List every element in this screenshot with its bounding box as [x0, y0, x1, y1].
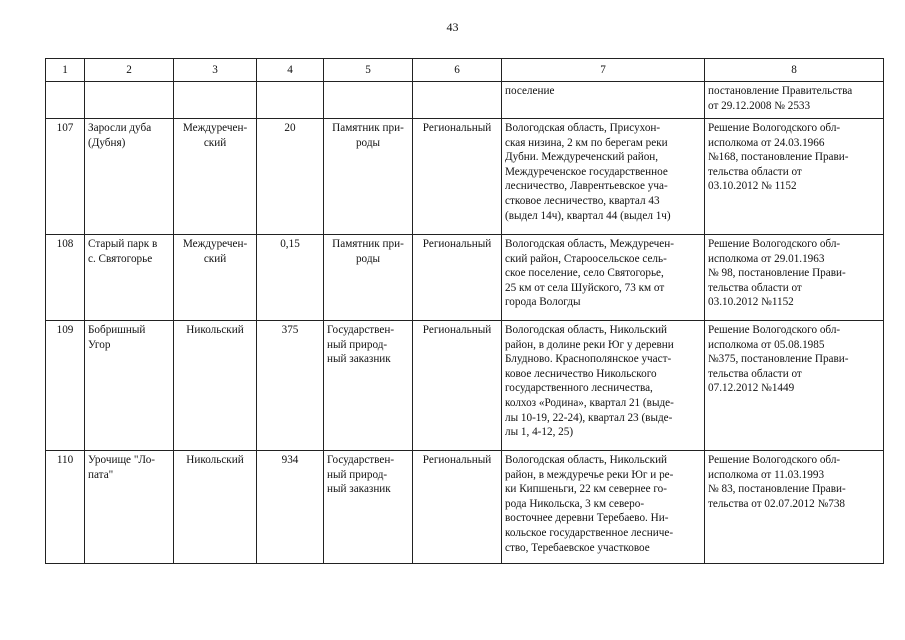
name-line: Бобришный [88, 324, 146, 336]
document-line: Решение Вологодского обл- [708, 324, 841, 336]
location-line: Дубни. Междуреченский район, [505, 151, 659, 164]
location-line: район, в междуречье реки Юг и ре- [505, 468, 674, 481]
location-line: лесничество, Лаврентьевское уча- [505, 180, 668, 193]
location-line: восточнее деревни Теребаево. Ни- [505, 512, 669, 525]
district-line: Никольский [186, 324, 244, 336]
table-row [46, 321, 884, 451]
location-line: ский район, Староосельское сель- [505, 252, 667, 265]
category [324, 451, 413, 564]
area: 20 [257, 119, 324, 235]
column-number-1: 1 [46, 59, 85, 82]
significance: Региональный [413, 321, 502, 451]
district-line: Никольский [186, 454, 244, 466]
cont-document-line: постановление Правительства [708, 85, 853, 97]
location-line: (выдел 14ч), квартал 44 (выдел 1ч) [505, 209, 671, 222]
district-line: Междуречен- [182, 238, 248, 250]
document-line: Решение Вологодского обл- [708, 122, 841, 134]
document-line: Решение Вологодского обл- [708, 238, 841, 250]
location-line: Блудново. Краснополянское участ- [505, 353, 672, 366]
document-line: Решение Вологодского обл- [708, 454, 841, 466]
document-line: № 98, постановление Прави- [708, 267, 846, 280]
document-line: 03.10.2012 № 1152 [708, 180, 797, 193]
location-line: кольское государственное лесниче- [505, 526, 674, 539]
cont-cell-6 [413, 82, 502, 119]
continuation-row [46, 82, 884, 119]
document-line: исполкома от 11.03.1993 [708, 468, 825, 481]
column-number-4: 4 [257, 59, 324, 82]
row-number: 108 [46, 235, 85, 321]
document-line: тельства области от [708, 165, 802, 178]
column-number-8: 8 [705, 59, 884, 82]
name-line: с. Святогорье [88, 252, 153, 265]
protected-areas-table [45, 58, 884, 564]
location-line: ки Кипшеньги, 22 км севернее го- [505, 483, 667, 496]
cont-cell-2 [85, 82, 174, 119]
district [174, 235, 257, 321]
document-line: 07.12.2012 №1449 [708, 382, 795, 395]
category-line: ный заказник [327, 353, 391, 366]
table-row [46, 451, 884, 564]
document-line: 03.10.2012 №1152 [708, 296, 794, 309]
area: 934 [257, 451, 324, 564]
document-line: № 83, постановление Прави- [708, 483, 846, 496]
district [174, 321, 257, 451]
location [502, 235, 705, 321]
location-line: ская низина, 2 км по берегам реки [505, 136, 668, 149]
location [502, 119, 705, 235]
cont-location-line: поселение [505, 85, 555, 97]
category [324, 321, 413, 451]
category-line: Государствен- [327, 454, 395, 466]
location-line: ство, Теребаевское участковое [505, 541, 650, 554]
category-line: Памятник при- [332, 238, 404, 250]
column-number-2: 2 [85, 59, 174, 82]
district [174, 451, 257, 564]
category-line: роды [355, 136, 381, 149]
column-number-7: 7 [502, 59, 705, 82]
row-number: 109 [46, 321, 85, 451]
location-line: стковое лесничество, квартал 43 [505, 194, 660, 207]
column-number-5: 5 [324, 59, 413, 82]
cont-cell-3 [174, 82, 257, 119]
cont-location-cell [502, 82, 705, 119]
location-line: Междуреченское государственное [505, 165, 668, 178]
document [705, 119, 884, 235]
category [324, 119, 413, 235]
cont-cell-1 [46, 82, 85, 119]
category-line: Памятник при- [332, 122, 404, 134]
category-line: роды [355, 252, 381, 265]
location-line: 25 км от села Шуйского, 73 км от [505, 281, 665, 294]
area: 0,15 [257, 235, 324, 321]
name-line: (Дубня) [88, 136, 126, 149]
row-number: 110 [46, 451, 85, 564]
location-line: ское поселение, село Святогорье, [505, 267, 664, 280]
location [502, 321, 705, 451]
object-name [85, 451, 174, 564]
location-line: Вологодская область, Никольский [505, 324, 668, 336]
document-line: №168, постановление Прави- [708, 151, 849, 164]
location-line: Вологодская область, Междуречен- [505, 238, 674, 250]
name-line: Старый парк в [88, 238, 158, 250]
location-line: район, в долине реки Юг у деревни [505, 338, 674, 351]
name-line: пата" [88, 468, 114, 481]
district [174, 119, 257, 235]
column-number-row [46, 59, 884, 82]
column-number-6: 6 [413, 59, 502, 82]
location-line: лы 10-19, 22-24), квартал 23 (выде- [505, 411, 673, 424]
row-number: 107 [46, 119, 85, 235]
table-row [46, 235, 884, 321]
table-row [46, 119, 884, 235]
document-line: исполкома от 24.03.1966 [708, 136, 825, 149]
significance: Региональный [413, 451, 502, 564]
district-line: ский [203, 136, 227, 149]
page-number: 43 [446, 20, 459, 34]
district-line: ский [203, 252, 227, 265]
location [502, 451, 705, 564]
document-line: тельства от 02.07.2012 №738 [708, 497, 846, 510]
document-line: тельства области от [708, 281, 802, 294]
category [324, 235, 413, 321]
document-line: исполкома от 05.08.1985 [708, 338, 825, 351]
name-line: Заросли дуба [88, 122, 152, 134]
category-line: Государствен- [327, 324, 395, 336]
category-line: ный природ- [327, 468, 388, 481]
significance: Региональный [413, 235, 502, 321]
location-line: города Вологды [505, 296, 581, 309]
name-line: Урочище "Ло- [88, 454, 156, 466]
object-name [85, 119, 174, 235]
area: 375 [257, 321, 324, 451]
document [705, 235, 884, 321]
document-line: тельства области от [708, 367, 802, 380]
significance: Региональный [413, 119, 502, 235]
object-name [85, 321, 174, 451]
category-line: ный природ- [327, 338, 388, 351]
document [705, 321, 884, 451]
cont-cell-5 [324, 82, 413, 119]
location-line: Вологодская область, Никольский [505, 454, 668, 466]
location-line: лы 1, 4-12, 25) [505, 426, 574, 439]
cont-document-line: от 29.12.2008 № 2533 [708, 99, 811, 112]
location-line: ковое лесничество Никольского [505, 367, 657, 380]
object-name [85, 235, 174, 321]
document [705, 451, 884, 564]
document-line: №375, постановление Прави- [708, 353, 849, 366]
name-line: Угор [88, 338, 111, 351]
cont-document-cell [705, 82, 884, 119]
document-line: исполкома от 29.01.1963 [708, 252, 825, 265]
category-line: ный заказник [327, 483, 391, 496]
location-line: колхоз «Родина», квартал 21 (выде- [505, 396, 674, 409]
location-line: рода Никольска, 3 км северо- [505, 497, 645, 510]
column-number-3: 3 [174, 59, 257, 82]
location-line: Вологодская область, Присухон- [505, 122, 661, 134]
location-line: государственного лесничества, [505, 382, 653, 395]
cont-cell-4 [257, 82, 324, 119]
district-line: Междуречен- [182, 122, 248, 134]
